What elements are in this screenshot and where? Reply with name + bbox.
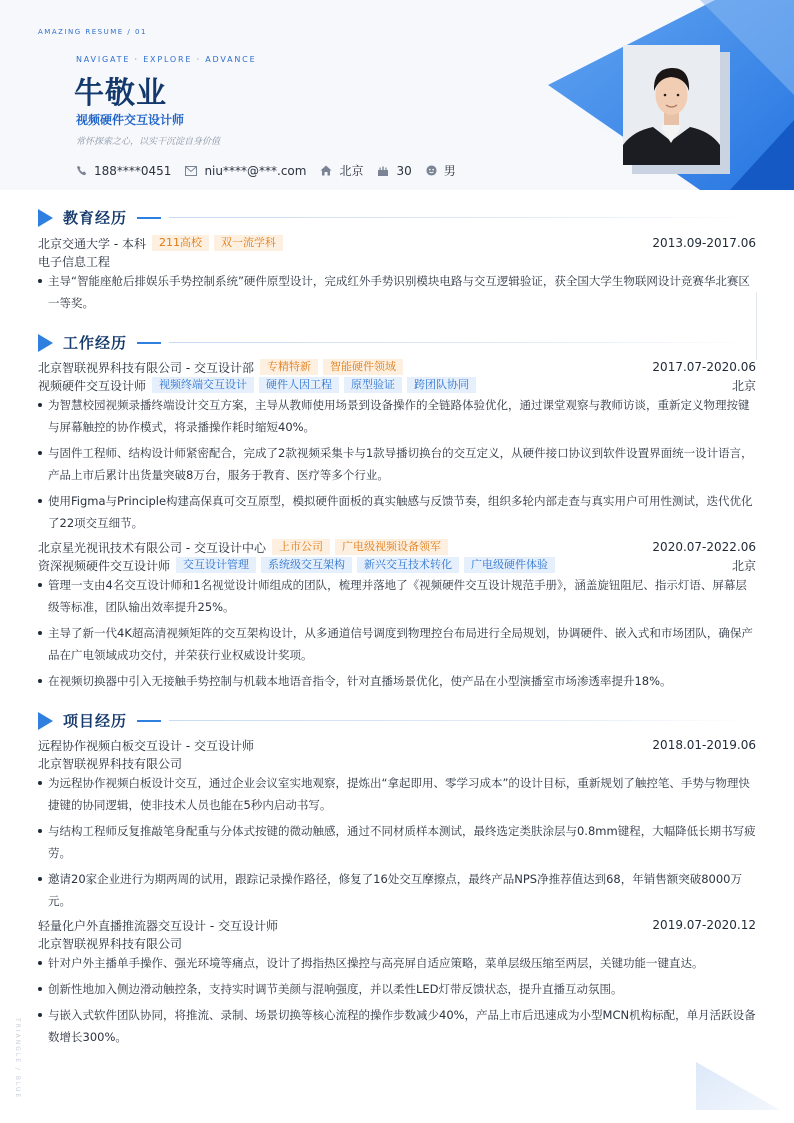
project-name: 轻量化户外直播推流器交互设计 - 交互设计师 xyxy=(38,918,278,933)
tag: 广电级硬件体验 xyxy=(464,557,555,573)
age-value: 30 xyxy=(396,163,412,178)
tag: 跨团队协同 xyxy=(407,377,476,393)
tag: 硬件人因工程 xyxy=(259,377,339,393)
list-item: 与嵌入式软件团队协同，将推流、录制、场景切换等核心流程的操作步数减少40%，产品上市后迅速成为小型MCN机构标配，单月活跃设备数增长300%。 xyxy=(38,1004,756,1048)
side-caption: TRIANGLE / BLUE xyxy=(14,1018,21,1100)
major: 电子信息工程 xyxy=(38,254,111,269)
section-divider xyxy=(169,217,756,218)
gender-icon xyxy=(426,165,437,176)
project-entry-header xyxy=(38,736,756,754)
list-item: 创新性地加入侧边滑动触控条，支持实时调节美颜与混响强度，并以柔性LED灯带反馈状态，提升直播互动氛围。 xyxy=(38,978,756,1000)
tag: 系统级交互架构 xyxy=(261,557,352,573)
contact-phone xyxy=(76,164,171,178)
date-range: 2017.07-2020.06 xyxy=(652,360,756,374)
candidate-name: 牛敬业 xyxy=(74,76,167,111)
tag: 广电级视频设备领军 xyxy=(335,539,448,555)
section-title: 项目经历 xyxy=(63,712,128,730)
section-dash xyxy=(137,720,161,722)
triangle-bullet-icon xyxy=(38,712,53,730)
phone-icon xyxy=(76,165,87,176)
company-name: 北京星光视讯技术有限公司 - 交互设计中心 xyxy=(38,540,266,555)
project-name: 远程协作视频白板交互设计 - 交互设计师 xyxy=(38,738,254,753)
section-dash xyxy=(137,217,161,219)
tag: 专精特新 xyxy=(260,359,318,375)
role-name: 视频硬件交互设计师 xyxy=(38,378,147,393)
resume-header xyxy=(0,0,794,190)
list-item: 邀请20家企业进行为期两周的试用，跟踪记录操作路径，修复了16处交互摩擦点，最终产品NPS净推荐值达到68，年销售额突破8000万元。 xyxy=(38,868,756,912)
tag: 交互设计管理 xyxy=(176,557,256,573)
work-entry-header xyxy=(38,358,756,376)
education-entry-header xyxy=(38,234,756,252)
tag: 智能硬件领域 xyxy=(323,359,403,375)
list-item: 管理一支由4名交互设计师和1名视觉设计师组成的团队，梳理并落地了《视频硬件交互设计规范手册》，涵盖旋钮阻尼、指示灯语、屏幕层级等标准，团队输出效率提升25%。 xyxy=(38,574,756,618)
list-item: 主导了新一代4K超高清视频矩阵的交互架构设计，从多通道信号调度到物理控台布局进行全局规划，协调硬件、嵌入式和市场团队，确保产品在广电领域成功交付，并荣获行业权威设计奖项。 xyxy=(38,622,756,666)
date-range: 2019.07-2020.12 xyxy=(652,918,756,932)
triangle-bullet-icon xyxy=(38,334,53,352)
section-divider xyxy=(169,720,756,721)
work-section-head xyxy=(38,332,756,353)
list-item: 主导“智能座舱后排娱乐手势控制系统”硬件原型设计，完成红外手势识别模块电路与交互逻辑验证，获全国大学生物联网设计竞赛华北赛区一等奖。 xyxy=(38,270,756,314)
date-range: 2013.09-2017.06 xyxy=(652,236,756,250)
list-item: 为智慧校园视频录播终端设计交互方案，主导从教师使用场景到设备操作的全链路体验优化，通过课堂观察与教师访谈，重新定义物理按键与屏幕触控的协作模式，将录播操作耗时缩短40%。 xyxy=(38,394,756,438)
list-item: 与结构工程师反复推敲笔身配重与分体式按键的微动触感，通过不同材质样本测试，最终选定类肤涂层与0.8mm键程，大幅降低长期书写疲劳。 xyxy=(38,820,756,864)
tag: 视频终端交互设计 xyxy=(152,377,254,393)
triangle-bullet-icon xyxy=(38,209,53,227)
list-item: 为远程协作视频白板设计交互，通过企业会议室实地观察，提炼出“拿起即用、零学习成本”的设计目标，重新规划了触控笔、手势与物理快捷键的协同逻辑，使非技术人员也能在5秒内启动书写。 xyxy=(38,772,756,816)
contact-gender xyxy=(426,162,456,179)
section-title: 工作经历 xyxy=(63,334,128,352)
brand-text: AMAZING RESUME / 01 xyxy=(38,28,147,36)
education-major-row xyxy=(38,252,756,270)
work-entry-header xyxy=(38,538,756,556)
work-role-row xyxy=(38,556,756,574)
section-divider xyxy=(169,342,756,343)
contact-bar xyxy=(76,162,470,179)
profile-photo xyxy=(623,45,720,165)
phone-value: 188****0451 xyxy=(94,163,172,178)
location-value: 北京 xyxy=(339,164,364,178)
contact-location xyxy=(320,162,363,179)
list-item: 针对户外主播单手操作、强光环境等痛点，设计了拇指热区操控与高亮屏自适应策略，菜单层级压缩至两层，关键功能一键直达。 xyxy=(38,952,756,974)
email-value: niu****@***.com xyxy=(204,163,307,178)
tag: 上市公司 xyxy=(272,539,330,555)
role-name: 资深视频硬件交互设计师 xyxy=(38,558,171,573)
list-item: 与固件工程师、结构设计师紧密配合，完成了2款视频采集卡与1款导播切换台的交互定义，从硬件接口协议到软件设置界面统一设计语言，产品上市后累计出货量突破8万台，服务于教育、医疗等多个行业。 xyxy=(38,442,756,486)
job-title: 视频硬件交互设计师 xyxy=(76,113,185,127)
project-company: 北京智联视界科技有限公司 xyxy=(38,756,183,771)
tag: 原型验证 xyxy=(344,377,402,393)
tag: 新兴交互技术转化 xyxy=(357,557,459,573)
motto: 常怀探索之心，以实干沉淀自身价值 xyxy=(76,137,221,147)
project-company-row xyxy=(38,934,756,952)
home-icon xyxy=(320,165,332,176)
avatar xyxy=(623,45,720,165)
project-company-row xyxy=(38,754,756,772)
list-item: 在视频切换器中引入无接触手势控制与机载本地语音指令，针对直播场景优化，使产品在小型演播室市场渗透率提升18%。 xyxy=(38,670,756,692)
section-title: 教育经历 xyxy=(63,209,128,227)
school-name: 北京交通大学 - 本科 xyxy=(38,236,146,251)
divider xyxy=(756,292,757,360)
tag: 211高校 xyxy=(152,235,209,251)
section-dash xyxy=(137,342,161,344)
location: 北京 xyxy=(731,558,756,573)
project-entry-header xyxy=(38,916,756,934)
gender-value: 男 xyxy=(443,164,456,178)
tag: 双一流学科 xyxy=(214,235,283,251)
cake-icon xyxy=(377,165,389,176)
date-range: 2020.07-2022.06 xyxy=(652,540,756,554)
education-section-head xyxy=(38,207,756,228)
work-role-row xyxy=(38,376,756,394)
location: 北京 xyxy=(731,378,756,393)
corner-triangle-decoration xyxy=(690,1060,794,1123)
company-name: 北京智联视界科技有限公司 - 交互设计部 xyxy=(38,360,254,375)
contact-age xyxy=(377,164,411,178)
tagline: NAVIGATE · EXPLORE · ADVANCE xyxy=(76,55,257,64)
contact-email xyxy=(185,164,306,178)
project-section-head xyxy=(38,710,756,731)
list-item: 使用Figma与Principle构建高保真可交互原型，模拟硬件面板的真实触感与反馈节奏，组织多轮内部走查与真实用户可用性测试，迭代优化了22项交互细节。 xyxy=(38,490,756,534)
project-company: 北京智联视界科技有限公司 xyxy=(38,936,183,951)
mail-icon xyxy=(185,166,197,176)
date-range: 2018.01-2019.06 xyxy=(652,738,756,752)
